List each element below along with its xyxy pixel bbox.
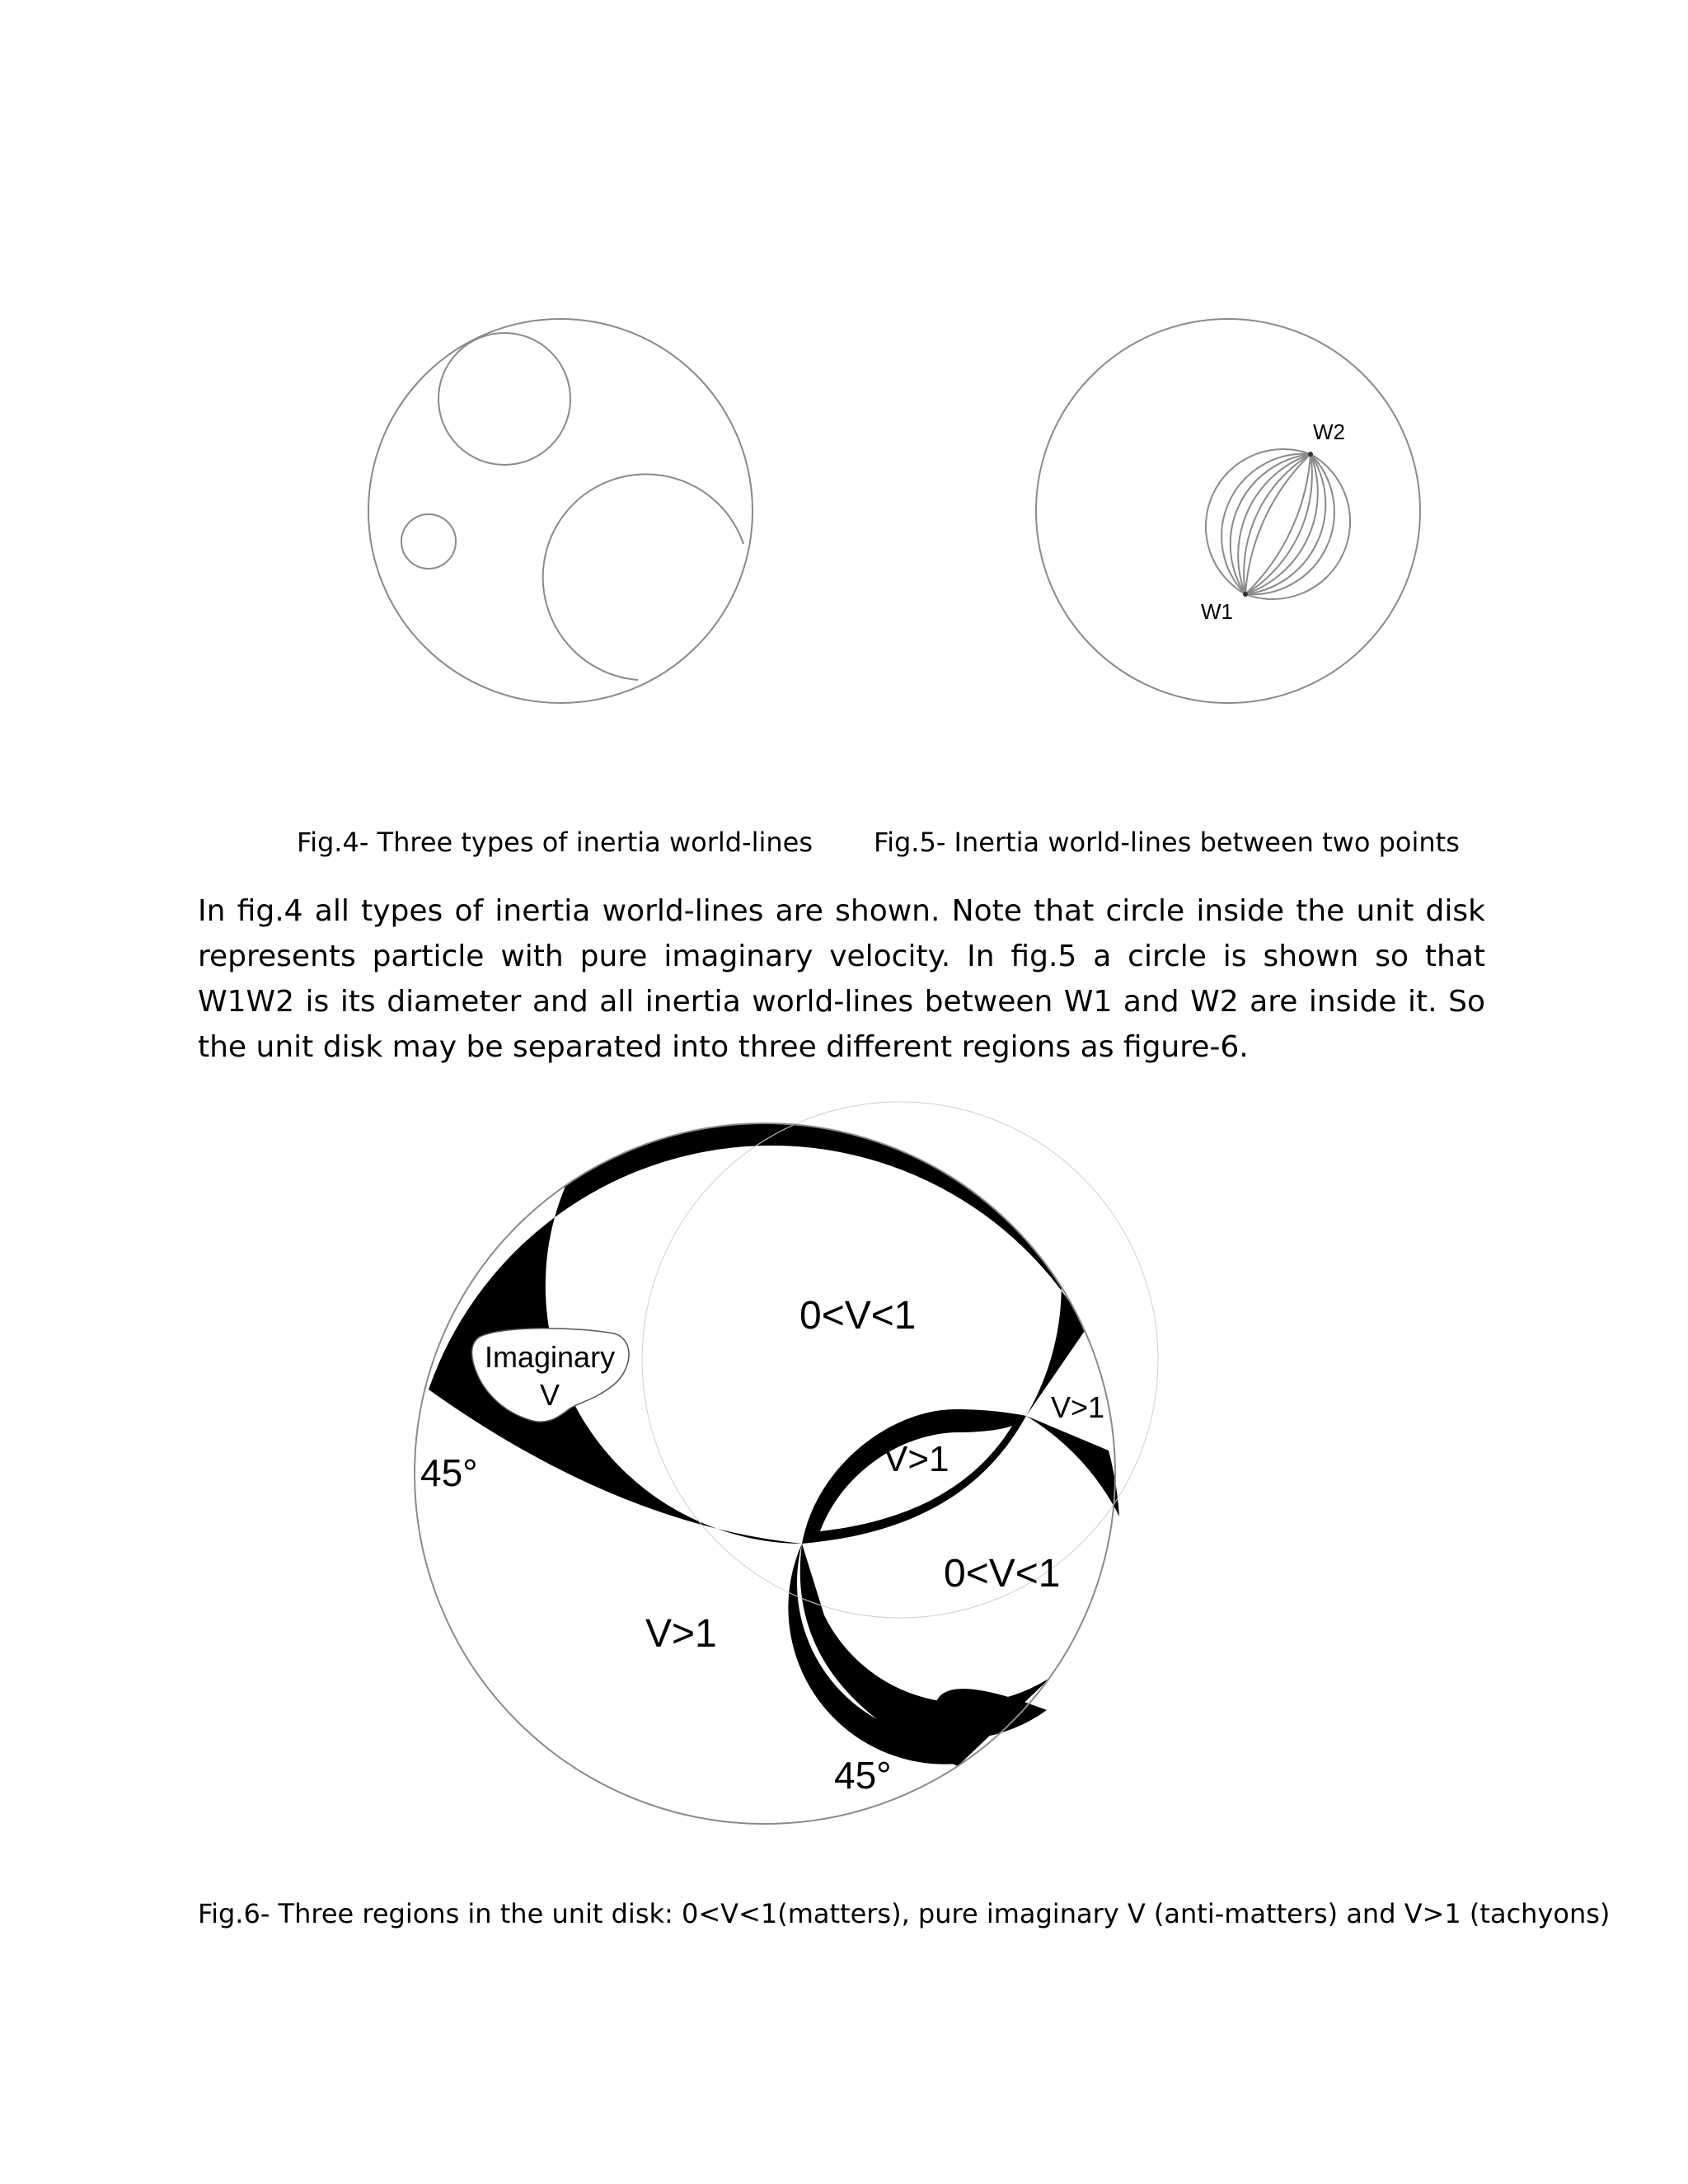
- figure-4: [368, 319, 753, 703]
- body-paragraph: In fig.4 all types of inertia world-lines are shown. Note that circle inside the unit disk represents particle with pure imaginary velocity. In fig.5 a circle is shown so that W1W2 is its diameter and all inertia world-lines between W1 and W2 are inside it. So the unit disk may be separated into three different regions as figure-6.: [198, 894, 1485, 1064]
- world-line-arc: [1245, 454, 1312, 594]
- figure-6: [415, 1028, 1158, 1824]
- point-label-w1: W1: [1201, 599, 1233, 624]
- label-left-angle: 45°: [420, 1451, 478, 1494]
- world-line-arc: [1245, 454, 1311, 594]
- label-imaginary-line1: Imaginary: [485, 1340, 616, 1374]
- label-middle-tachyon: V>1: [884, 1439, 950, 1479]
- black-crescent-right: [1026, 1416, 1119, 1516]
- figure-5-caption: Fig.5- Inertia world-lines between two points: [874, 827, 1460, 858]
- unit-disk: [1036, 319, 1420, 703]
- label-lower-tachyon: V>1: [645, 1612, 717, 1656]
- label-imaginary-line2: V: [540, 1378, 560, 1412]
- figure-6-caption: Fig.6- Three regions in the unit disk: 0<V<1(matters), pure imaginary V (anti-matters) and V>1 (tachyons): [198, 1898, 1611, 1929]
- label-bottom-angle: 45°: [834, 1754, 892, 1797]
- point-label-w2: W2: [1313, 419, 1345, 444]
- point-w1: [1243, 592, 1248, 597]
- world-line-arc: [1245, 454, 1311, 594]
- world-line-circle-imaginary: [401, 514, 456, 569]
- figure-5: [1036, 319, 1420, 703]
- point-w2: [1308, 452, 1313, 457]
- figure-4-caption: Fig.4- Three types of inertia world-lines: [297, 827, 814, 858]
- matter-circle-upper: [642, 1102, 1158, 1618]
- label-upper-matter: 0<V<1: [799, 1294, 917, 1338]
- label-lower-matter: 0<V<1: [944, 1552, 1061, 1596]
- label-right-tachyon: V>1: [1051, 1390, 1105, 1424]
- unit-disk: [368, 319, 753, 703]
- world-line-arc-orthogonal: [543, 474, 743, 680]
- world-line-family: [1206, 449, 1350, 599]
- world-line-arc: [1244, 454, 1311, 594]
- world-line-circle-tangent-top: [438, 333, 570, 465]
